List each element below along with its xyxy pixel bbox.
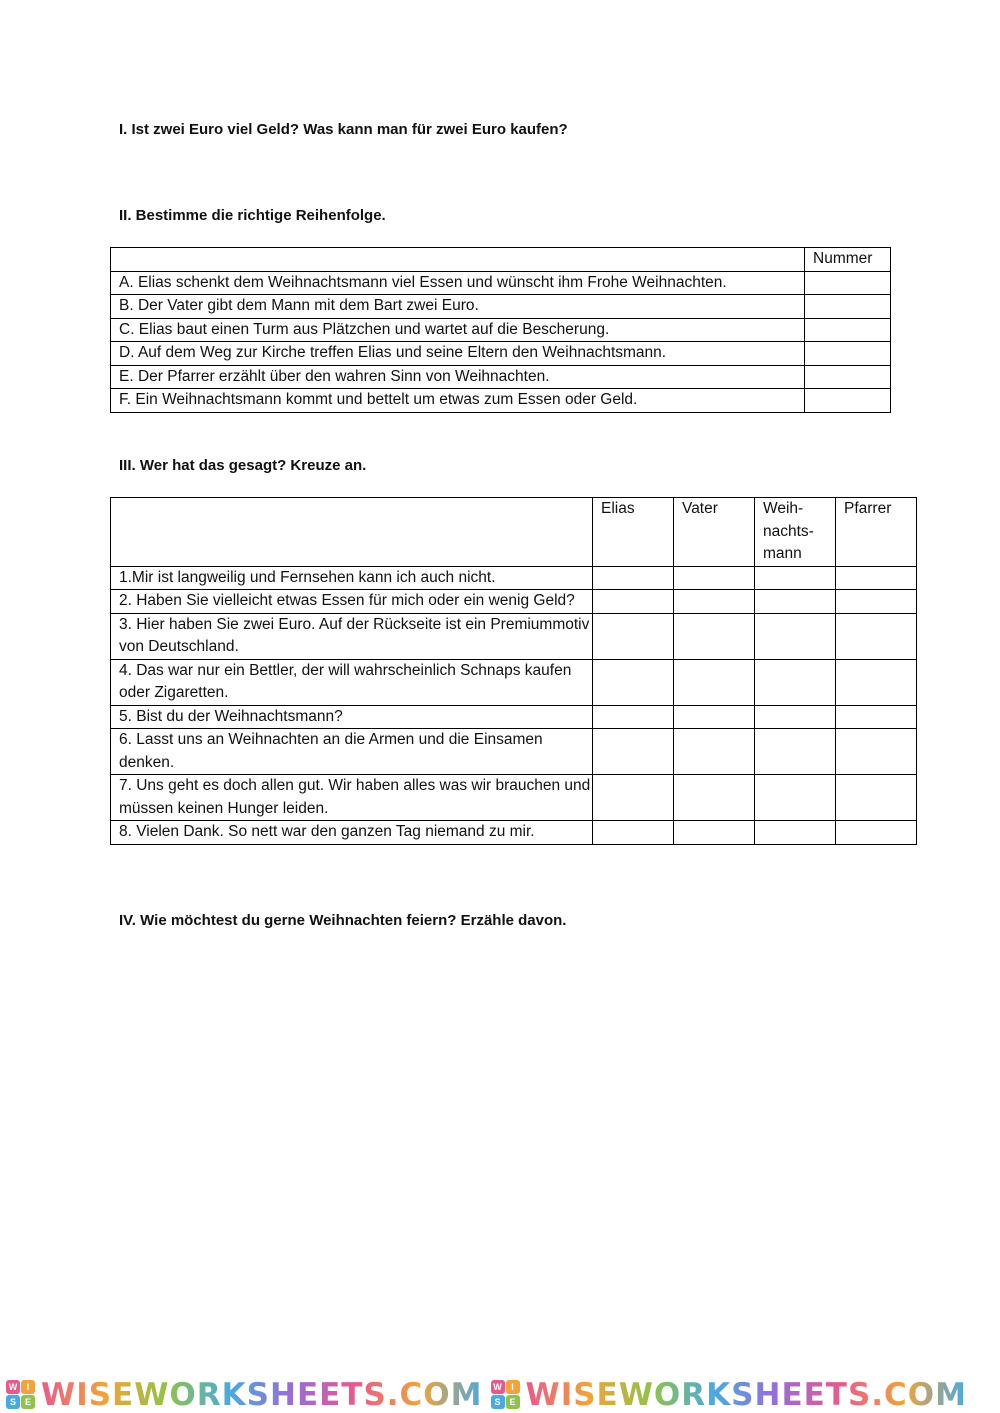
checkbox-cell[interactable] bbox=[755, 659, 836, 705]
statement-header-cell bbox=[111, 248, 805, 272]
order-table bbox=[110, 247, 891, 413]
watermark-unit bbox=[491, 1378, 968, 1412]
checkbox-cell[interactable] bbox=[674, 590, 755, 614]
quote-cell: 6. Lasst uns an Weihnachten an die Armen und die Einsamen denken. bbox=[111, 729, 593, 775]
watermark-unit bbox=[6, 1378, 483, 1412]
checkbox-cell[interactable] bbox=[674, 705, 755, 729]
checkbox-cell[interactable] bbox=[836, 821, 917, 845]
number-answer-cell[interactable] bbox=[805, 389, 891, 413]
checkbox-cell[interactable] bbox=[755, 821, 836, 845]
checkbox-cell[interactable] bbox=[755, 729, 836, 775]
column-weihnachtsmann-line-2: nachts- bbox=[763, 522, 814, 540]
table-row bbox=[111, 659, 917, 705]
section-4-heading: IV. Wie möchtest du gerne Weihnachten feiern? Erzähle davon. bbox=[119, 912, 567, 929]
table-row bbox=[111, 342, 891, 366]
watermark-text: WISEWORKSHEETS.COM bbox=[41, 1376, 483, 1413]
quote-cell: 2. Haben Sie vielleicht etwas Essen für mich oder ein wenig Geld? bbox=[111, 590, 593, 614]
checkbox-cell[interactable] bbox=[593, 613, 674, 659]
table-row bbox=[111, 775, 917, 821]
who-said-it-table bbox=[110, 497, 917, 845]
checkbox-cell[interactable] bbox=[755, 566, 836, 590]
checkbox-cell[interactable] bbox=[593, 566, 674, 590]
checkbox-cell[interactable] bbox=[836, 775, 917, 821]
watermark-banner bbox=[0, 1376, 1000, 1413]
checkbox-cell[interactable] bbox=[674, 775, 755, 821]
checkbox-cell[interactable] bbox=[755, 590, 836, 614]
number-answer-cell[interactable] bbox=[805, 295, 891, 319]
table-row bbox=[111, 613, 917, 659]
section-2-heading: II. Bestimme die richtige Reihenfolge. bbox=[119, 207, 386, 224]
checkbox-cell[interactable] bbox=[593, 659, 674, 705]
table-header-row bbox=[111, 498, 917, 567]
checkbox-cell[interactable] bbox=[836, 613, 917, 659]
wise-logo-icon: W I S E bbox=[491, 1380, 520, 1409]
watermark-text: WISEWORKSHEETS.COM bbox=[525, 1376, 967, 1413]
checkbox-cell[interactable] bbox=[593, 705, 674, 729]
checkbox-cell[interactable] bbox=[836, 705, 917, 729]
checkbox-cell[interactable] bbox=[674, 566, 755, 590]
quote-cell: 5. Bist du der Weihnachtsmann? bbox=[111, 705, 593, 729]
table-header-row bbox=[111, 248, 891, 272]
section-1-heading: I. Ist zwei Euro viel Geld? Was kann man für zwei Euro kaufen? bbox=[119, 121, 568, 138]
checkbox-cell[interactable] bbox=[755, 613, 836, 659]
column-weihnachtsmann bbox=[755, 498, 836, 567]
checkbox-cell[interactable] bbox=[755, 775, 836, 821]
table-row bbox=[111, 566, 917, 590]
checkbox-cell[interactable] bbox=[674, 659, 755, 705]
checkbox-cell[interactable] bbox=[674, 821, 755, 845]
column-pfarrer: Pfarrer bbox=[836, 498, 917, 567]
wise-logo-icon: W I S E bbox=[6, 1380, 35, 1409]
table-row bbox=[111, 389, 891, 413]
statement-cell: E. Der Pfarrer erzählt über den wahren Sinn von Weihnachten. bbox=[111, 365, 805, 389]
table-row bbox=[111, 590, 917, 614]
checkbox-cell[interactable] bbox=[593, 775, 674, 821]
statement-cell: F. Ein Weihnachtsmann kommt und bettelt um etwas zum Essen oder Geld. bbox=[111, 389, 805, 413]
checkbox-cell[interactable] bbox=[836, 590, 917, 614]
table-row bbox=[111, 821, 917, 845]
statement-cell: C. Elias baut einen Turm aus Plätzchen und wartet auf die Bescherung. bbox=[111, 318, 805, 342]
statement-cell: B. Der Vater gibt dem Mann mit dem Bart zwei Euro. bbox=[111, 295, 805, 319]
quote-cell: 8. Vielen Dank. So nett war den ganzen Tag niemand zu mir. bbox=[111, 821, 593, 845]
checkbox-cell[interactable] bbox=[593, 590, 674, 614]
column-elias: Elias bbox=[593, 498, 674, 567]
statement-cell: D. Auf dem Weg zur Kirche treffen Elias und seine Eltern den Weihnachtsmann. bbox=[111, 342, 805, 366]
checkbox-cell[interactable] bbox=[674, 613, 755, 659]
table-row bbox=[111, 295, 891, 319]
quote-cell: 4. Das war nur ein Bettler, der will wahrscheinlich Schnaps kaufen oder Zigaretten. bbox=[111, 659, 593, 705]
checkbox-cell[interactable] bbox=[755, 705, 836, 729]
checkbox-cell[interactable] bbox=[593, 821, 674, 845]
number-answer-cell[interactable] bbox=[805, 365, 891, 389]
checkbox-cell[interactable] bbox=[593, 729, 674, 775]
checkbox-cell[interactable] bbox=[674, 729, 755, 775]
column-weihnachtsmann-line-3: mann bbox=[763, 545, 802, 562]
number-answer-cell[interactable] bbox=[805, 342, 891, 366]
column-weihnachtsmann-line-1: Weih- bbox=[763, 500, 804, 517]
number-answer-cell[interactable] bbox=[805, 271, 891, 295]
table-row bbox=[111, 271, 891, 295]
table-row bbox=[111, 365, 891, 389]
column-vater: Vater bbox=[674, 498, 755, 567]
quote-cell: 1.Mir ist langweilig und Fernsehen kann ich auch nicht. bbox=[111, 566, 593, 590]
checkbox-cell[interactable] bbox=[836, 729, 917, 775]
quote-cell: 3. Hier haben Sie zwei Euro. Auf der Rückseite ist ein Premiummotiv von Deutschland. bbox=[111, 613, 593, 659]
quote-cell: 7. Uns geht es doch allen gut. Wir haben alles was wir brauchen und müssen keinen Hunger leiden. bbox=[111, 775, 593, 821]
number-answer-cell[interactable] bbox=[805, 318, 891, 342]
section-3-heading: III. Wer hat das gesagt? Kreuze an. bbox=[119, 457, 367, 474]
table-row bbox=[111, 705, 917, 729]
checkbox-cell[interactable] bbox=[836, 659, 917, 705]
quote-header-cell bbox=[111, 498, 593, 567]
statement-cell: A. Elias schenkt dem Weihnachtsmann viel Essen und wünscht ihm Frohe Weihnachten. bbox=[111, 271, 805, 295]
checkbox-cell[interactable] bbox=[836, 566, 917, 590]
number-header: Nummer bbox=[805, 248, 891, 272]
table-row bbox=[111, 318, 891, 342]
table-row bbox=[111, 729, 917, 775]
